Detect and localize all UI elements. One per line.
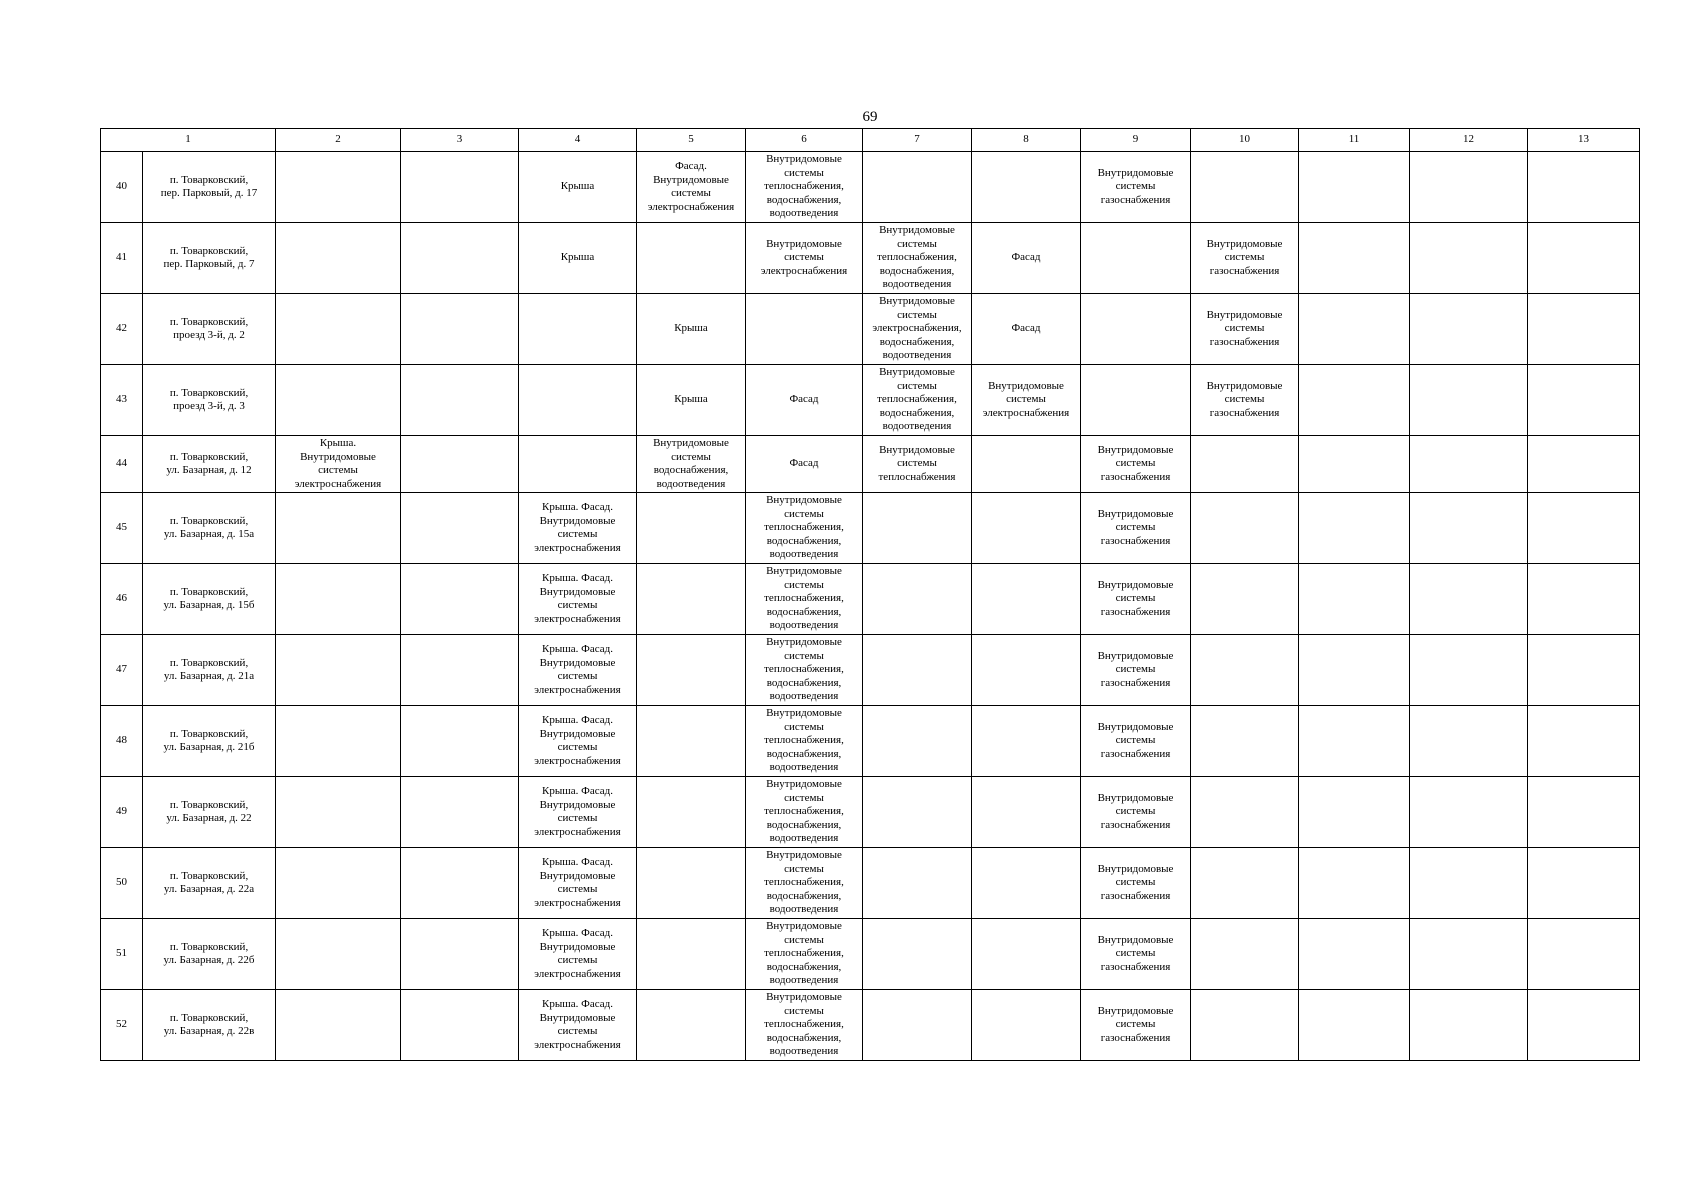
- period-cell-7: [863, 365, 972, 436]
- period-cell-4: [519, 152, 637, 223]
- row-number-cell: [101, 635, 143, 706]
- period-cell-13: [1528, 436, 1640, 493]
- period-cell-11: [1299, 848, 1410, 919]
- period-cell-6: [746, 635, 863, 706]
- row-number-cell-text: 51: [116, 947, 127, 960]
- period-cell-6-text: Внутридомовые системы теплоснабжения, водоснабжения, водоотведения: [764, 153, 844, 220]
- period-cell-4: [519, 564, 637, 635]
- period-cell-10: [1191, 436, 1299, 493]
- period-cell-2: [276, 223, 401, 294]
- period-cell-4: [519, 777, 637, 848]
- period-cell-8: [972, 223, 1081, 294]
- period-cell-4: [519, 990, 637, 1061]
- period-cell-13: [1528, 564, 1640, 635]
- period-cell-12: [1410, 436, 1528, 493]
- period-cell-6: [746, 990, 863, 1061]
- period-cell-9-text: Внутридомовые системы газоснабжения: [1097, 1004, 1174, 1044]
- address-cell-text: п. Товарковский, пер. Парковый, д. 17: [160, 173, 258, 199]
- period-cell-6: [746, 365, 863, 436]
- period-cell-8-text: Фасад: [1011, 322, 1041, 335]
- period-cell-13: [1528, 365, 1640, 436]
- period-cell-11: [1299, 706, 1410, 777]
- column-header: 2: [276, 129, 401, 152]
- period-cell-8: [972, 706, 1081, 777]
- address-cell-text: п. Товарковский, ул. Базарная, д. 15а: [163, 514, 255, 540]
- period-cell-9: [1081, 294, 1191, 365]
- address-cell-text: п. Товарковский, ул. Базарная, д. 21б: [163, 727, 255, 753]
- row-number-cell: [101, 436, 143, 493]
- period-cell-4: [519, 365, 637, 436]
- period-cell-6-text: Внутридомовые системы теплоснабжения, водоснабжения, водоотведения: [764, 707, 844, 774]
- row-number-cell: [101, 777, 143, 848]
- period-cell-10: [1191, 365, 1299, 436]
- period-cell-2-text: Крыша. Внутридомовые системы электроснабжения: [294, 437, 382, 490]
- period-cell-7: [863, 152, 972, 223]
- period-cell-10: [1191, 990, 1299, 1061]
- period-cell-2: [276, 777, 401, 848]
- row-number-cell-text: 42: [116, 322, 127, 335]
- period-cell-13: [1528, 223, 1640, 294]
- period-cell-4-text: Крыша. Фасад. Внутридомовые системы электроснабжения: [534, 927, 621, 980]
- period-cell-9-text: Внутридомовые системы газоснабжения: [1097, 443, 1174, 483]
- table-row: [101, 848, 1640, 919]
- period-cell-13: [1528, 777, 1640, 848]
- period-cell-13: [1528, 635, 1640, 706]
- period-cell-5: [637, 294, 746, 365]
- period-cell-4: [519, 706, 637, 777]
- row-number-cell-text: 43: [116, 393, 127, 406]
- period-cell-11: [1299, 493, 1410, 564]
- address-cell: [143, 706, 276, 777]
- period-cell-7: [863, 223, 972, 294]
- row-number-cell: [101, 152, 143, 223]
- period-cell-7-text: Внутридомовые системы электроснабжения, водоснабжения, водоотведения: [872, 295, 962, 362]
- address-cell-text: п. Товарковский, проезд 3-й, д. 3: [169, 386, 249, 412]
- period-cell-4: [519, 919, 637, 990]
- period-cell-3: [401, 848, 519, 919]
- period-cell-8-text: Фасад: [1011, 251, 1041, 264]
- period-cell-7: [863, 493, 972, 564]
- period-cell-9: [1081, 436, 1191, 493]
- period-cell-13: [1528, 493, 1640, 564]
- period-cell-11: [1299, 436, 1410, 493]
- period-cell-6: [746, 294, 863, 365]
- table-row: [101, 493, 1640, 564]
- period-cell-11: [1299, 365, 1410, 436]
- address-cell: [143, 919, 276, 990]
- table-row: [101, 635, 1640, 706]
- repair-schedule-table: [100, 128, 1640, 1061]
- period-cell-12: [1410, 635, 1528, 706]
- period-cell-10: [1191, 848, 1299, 919]
- period-cell-9: [1081, 777, 1191, 848]
- period-cell-2: [276, 294, 401, 365]
- address-cell: [143, 223, 276, 294]
- column-header: 11: [1299, 129, 1410, 152]
- address-cell-text: п. Товарковский, пер. Парковый, д. 7: [163, 244, 255, 270]
- period-cell-8: [972, 493, 1081, 564]
- period-cell-9: [1081, 990, 1191, 1061]
- period-cell-5: [637, 919, 746, 990]
- period-cell-5-text: Фасад. Внутридомовые системы электроснабжения: [647, 160, 735, 213]
- page-number: 69: [862, 109, 878, 125]
- period-cell-9: [1081, 635, 1191, 706]
- period-cell-8: [972, 436, 1081, 493]
- period-cell-6-text: Фасад: [789, 457, 819, 470]
- period-cell-2: [276, 635, 401, 706]
- period-cell-5-text: Крыша: [674, 393, 708, 406]
- period-cell-8: [972, 777, 1081, 848]
- table-row: [101, 990, 1640, 1061]
- period-cell-6: [746, 848, 863, 919]
- period-cell-5: [637, 436, 746, 493]
- row-number-cell-text: 40: [116, 180, 127, 193]
- period-cell-11: [1299, 223, 1410, 294]
- address-cell: [143, 493, 276, 564]
- period-cell-9: [1081, 152, 1191, 223]
- period-cell-5: [637, 848, 746, 919]
- period-cell-5: [637, 706, 746, 777]
- period-cell-12: [1410, 493, 1528, 564]
- row-number-cell-text: 52: [116, 1018, 127, 1031]
- period-cell-3: [401, 990, 519, 1061]
- period-cell-3: [401, 635, 519, 706]
- period-cell-9-text: Внутридомовые системы газоснабжения: [1097, 507, 1174, 547]
- period-cell-4: [519, 436, 637, 493]
- address-cell-text: п. Товарковский, ул. Базарная, д. 22: [166, 798, 252, 824]
- period-cell-7: [863, 635, 972, 706]
- period-cell-10-text: Внутридомовые системы газоснабжения: [1206, 308, 1283, 348]
- row-number-cell: [101, 564, 143, 635]
- period-cell-6-text: Внутридомовые системы теплоснабжения, водоснабжения, водоотведения: [764, 565, 844, 632]
- period-cell-13: [1528, 152, 1640, 223]
- table-row: [101, 365, 1640, 436]
- period-cell-8: [972, 294, 1081, 365]
- table-row: [101, 152, 1640, 223]
- address-cell-text: п. Товарковский, проезд 3-й, д. 2: [169, 315, 249, 341]
- table-body: [101, 152, 1640, 1061]
- table-row: [101, 223, 1640, 294]
- period-cell-12: [1410, 223, 1528, 294]
- address-cell: [143, 152, 276, 223]
- period-cell-5: [637, 777, 746, 848]
- period-cell-6-text: Фасад: [789, 393, 819, 406]
- period-cell-8: [972, 848, 1081, 919]
- table-row: [101, 777, 1640, 848]
- period-cell-6-text: Внутридомовые системы теплоснабжения, водоснабжения, водоотведения: [764, 991, 844, 1058]
- period-cell-3: [401, 294, 519, 365]
- period-cell-9: [1081, 493, 1191, 564]
- period-cell-6-text: Внутридомовые системы теплоснабжения, водоснабжения, водоотведения: [764, 849, 844, 916]
- row-number-cell-text: 47: [116, 663, 127, 676]
- period-cell-12: [1410, 706, 1528, 777]
- period-cell-6: [746, 436, 863, 493]
- period-cell-9-text: Внутридомовые системы газоснабжения: [1097, 720, 1174, 760]
- row-number-cell: [101, 365, 143, 436]
- period-cell-4: [519, 294, 637, 365]
- address-cell: [143, 635, 276, 706]
- period-cell-6-text: Внутридомовые системы теплоснабжения, водоснабжения, водоотведения: [764, 494, 844, 561]
- period-cell-9: [1081, 706, 1191, 777]
- period-cell-8: [972, 635, 1081, 706]
- row-number-cell-text: 41: [116, 251, 127, 264]
- period-cell-2: [276, 365, 401, 436]
- period-cell-7: [863, 294, 972, 365]
- period-cell-2: [276, 493, 401, 564]
- period-cell-4-text: Крыша. Фасад. Внутридомовые системы электроснабжения: [534, 785, 621, 838]
- row-number-cell: [101, 848, 143, 919]
- address-cell: [143, 436, 276, 493]
- period-cell-11: [1299, 777, 1410, 848]
- address-cell-text: п. Товарковский, ул. Базарная, д. 22в: [163, 1011, 255, 1037]
- column-header: 4: [519, 129, 637, 152]
- address-cell-text: п. Товарковский, ул. Базарная, д. 21а: [163, 656, 255, 682]
- row-number-cell-text: 50: [116, 876, 127, 889]
- period-cell-11: [1299, 152, 1410, 223]
- table-row: [101, 564, 1640, 635]
- period-cell-6: [746, 493, 863, 564]
- period-cell-3: [401, 436, 519, 493]
- period-cell-9-text: Внутридомовые системы газоснабжения: [1097, 578, 1174, 618]
- column-number-row: [101, 129, 1640, 152]
- row-number-cell: [101, 294, 143, 365]
- period-cell-5: [637, 990, 746, 1061]
- period-cell-10: [1191, 777, 1299, 848]
- period-cell-3: [401, 919, 519, 990]
- period-cell-7: [863, 990, 972, 1061]
- period-cell-4-text: Крыша. Фасад. Внутридомовые системы электроснабжения: [534, 998, 621, 1051]
- period-cell-10-text: Внутридомовые системы газоснабжения: [1206, 379, 1283, 419]
- period-cell-11: [1299, 635, 1410, 706]
- row-number-cell-text: 48: [116, 734, 127, 747]
- period-cell-5: [637, 365, 746, 436]
- period-cell-3: [401, 493, 519, 564]
- period-cell-4-text: Крыша. Фасад. Внутридомовые системы электроснабжения: [534, 501, 621, 554]
- period-cell-10: [1191, 294, 1299, 365]
- period-cell-2: [276, 564, 401, 635]
- period-cell-5: [637, 635, 746, 706]
- period-cell-8: [972, 365, 1081, 436]
- period-cell-12: [1410, 848, 1528, 919]
- period-cell-2: [276, 919, 401, 990]
- column-header: 9: [1081, 129, 1191, 152]
- period-cell-12: [1410, 990, 1528, 1061]
- row-number-cell: [101, 706, 143, 777]
- period-cell-6: [746, 919, 863, 990]
- period-cell-3: [401, 564, 519, 635]
- period-cell-10: [1191, 706, 1299, 777]
- period-cell-10: [1191, 152, 1299, 223]
- row-number-cell: [101, 990, 143, 1061]
- period-cell-4-text: Крыша: [560, 251, 595, 264]
- column-header: 13: [1528, 129, 1640, 152]
- address-cell-text: п. Товарковский, ул. Базарная, д. 12: [166, 450, 252, 476]
- period-cell-4-text: Крыша. Фасад. Внутридомовые системы электроснабжения: [534, 643, 621, 696]
- period-cell-3: [401, 777, 519, 848]
- period-cell-5-text: Внутридомовые системы водоснабжения, водоотведения: [653, 437, 729, 490]
- period-cell-9-text: Внутридомовые системы газоснабжения: [1097, 862, 1174, 902]
- period-cell-13: [1528, 706, 1640, 777]
- period-cell-4-text: Крыша. Фасад. Внутридомовые системы электроснабжения: [534, 856, 621, 909]
- column-header: 3: [401, 129, 519, 152]
- period-cell-3: [401, 365, 519, 436]
- period-cell-6: [746, 223, 863, 294]
- period-cell-7: [863, 919, 972, 990]
- column-header: 10: [1191, 129, 1299, 152]
- period-cell-8: [972, 990, 1081, 1061]
- period-cell-5: [637, 152, 746, 223]
- table-row: [101, 919, 1640, 990]
- period-cell-10: [1191, 493, 1299, 564]
- period-cell-10: [1191, 919, 1299, 990]
- period-cell-11: [1299, 990, 1410, 1061]
- period-cell-2: [276, 706, 401, 777]
- period-cell-5: [637, 493, 746, 564]
- period-cell-7: [863, 706, 972, 777]
- address-cell-text: п. Товарковский, ул. Базарная, д. 22б: [163, 940, 255, 966]
- column-header: 8: [972, 129, 1081, 152]
- period-cell-12: [1410, 152, 1528, 223]
- period-cell-10: [1191, 223, 1299, 294]
- row-number-cell: [101, 223, 143, 294]
- column-header: 5: [637, 129, 746, 152]
- address-cell: [143, 365, 276, 436]
- period-cell-9: [1081, 848, 1191, 919]
- period-cell-6-text: Внутридомовые системы теплоснабжения, водоснабжения, водоотведения: [764, 920, 844, 987]
- period-cell-3: [401, 706, 519, 777]
- period-cell-5: [637, 564, 746, 635]
- address-cell-text: п. Товарковский, ул. Базарная, д. 22а: [163, 869, 255, 895]
- period-cell-6: [746, 564, 863, 635]
- address-cell: [143, 990, 276, 1061]
- period-cell-7-text: Внутридомовые системы теплоснабжения, водоснабжения, водоотведения: [877, 224, 957, 291]
- period-cell-6: [746, 777, 863, 848]
- period-cell-10: [1191, 635, 1299, 706]
- period-cell-7-text: Внутридомовые системы теплоснабжения, водоснабжения, водоотведения: [877, 366, 957, 433]
- address-cell: [143, 294, 276, 365]
- period-cell-13: [1528, 990, 1640, 1061]
- period-cell-4: [519, 635, 637, 706]
- period-cell-6: [746, 152, 863, 223]
- table-row: [101, 294, 1640, 365]
- address-cell-text: п. Товарковский, ул. Базарная, д. 15б: [163, 585, 255, 611]
- period-cell-10-text: Внутридомовые системы газоснабжения: [1206, 237, 1283, 277]
- period-cell-8: [972, 152, 1081, 223]
- period-cell-2: [276, 848, 401, 919]
- period-cell-9-text: Внутридомовые системы газоснабжения: [1097, 791, 1174, 831]
- period-cell-12: [1410, 564, 1528, 635]
- period-cell-12: [1410, 777, 1528, 848]
- row-number-cell: [101, 919, 143, 990]
- period-cell-13: [1528, 919, 1640, 990]
- period-cell-11: [1299, 294, 1410, 365]
- table-row: [101, 436, 1640, 493]
- period-cell-4-text: Крыша. Фасад. Внутридомовые системы электроснабжения: [534, 714, 621, 767]
- period-cell-6: [746, 706, 863, 777]
- period-cell-4-text: Крыша. Фасад. Внутридомовые системы электроснабжения: [534, 572, 621, 625]
- address-cell: [143, 777, 276, 848]
- period-cell-5-text: Крыша: [674, 322, 708, 335]
- row-number-cell-text: 49: [116, 805, 127, 818]
- period-cell-11: [1299, 564, 1410, 635]
- row-number-cell-text: 45: [116, 521, 127, 534]
- period-cell-12: [1410, 919, 1528, 990]
- period-cell-3: [401, 223, 519, 294]
- period-cell-8: [972, 564, 1081, 635]
- period-cell-11: [1299, 919, 1410, 990]
- row-number-cell: [101, 493, 143, 564]
- column-header: 7: [863, 129, 972, 152]
- period-cell-2: [276, 152, 401, 223]
- period-cell-2: [276, 436, 401, 493]
- period-cell-9-text: Внутридомовые системы газоснабжения: [1097, 166, 1174, 206]
- column-header: 1: [101, 129, 276, 152]
- table-row: [101, 706, 1640, 777]
- period-cell-9-text: Внутридомовые системы газоснабжения: [1097, 933, 1174, 973]
- period-cell-9: [1081, 223, 1191, 294]
- address-cell: [143, 564, 276, 635]
- period-cell-7: [863, 436, 972, 493]
- period-cell-8-text: Внутридомовые системы электроснабжения: [982, 379, 1070, 419]
- column-header: 6: [746, 129, 863, 152]
- period-cell-8: [972, 919, 1081, 990]
- period-cell-10: [1191, 564, 1299, 635]
- period-cell-4: [519, 848, 637, 919]
- period-cell-5: [637, 223, 746, 294]
- period-cell-9: [1081, 919, 1191, 990]
- period-cell-2: [276, 990, 401, 1061]
- period-cell-9: [1081, 564, 1191, 635]
- row-number-cell-text: 46: [116, 592, 127, 605]
- column-header: 12: [1410, 129, 1528, 152]
- period-cell-3: [401, 152, 519, 223]
- period-cell-9: [1081, 365, 1191, 436]
- period-cell-13: [1528, 848, 1640, 919]
- row-number-cell-text: 44: [116, 457, 127, 470]
- period-cell-7: [863, 777, 972, 848]
- table-header: [101, 129, 1640, 152]
- period-cell-7: [863, 564, 972, 635]
- period-cell-7-text: Внутридомовые системы теплоснабжения: [878, 443, 956, 483]
- period-cell-13: [1528, 294, 1640, 365]
- period-cell-6-text: Внутридомовые системы теплоснабжения, водоснабжения, водоотведения: [764, 778, 844, 845]
- address-cell: [143, 848, 276, 919]
- period-cell-12: [1410, 294, 1528, 365]
- period-cell-4: [519, 493, 637, 564]
- period-cell-4-text: Крыша: [560, 180, 595, 193]
- period-cell-12: [1410, 365, 1528, 436]
- period-cell-6-text: Внутридомовые системы теплоснабжения, водоснабжения, водоотведения: [764, 636, 844, 703]
- period-cell-9-text: Внутридомовые системы газоснабжения: [1097, 649, 1174, 689]
- period-cell-7: [863, 848, 972, 919]
- period-cell-4: [519, 223, 637, 294]
- period-cell-6-text: Внутридомовые системы электроснабжения: [760, 237, 848, 277]
